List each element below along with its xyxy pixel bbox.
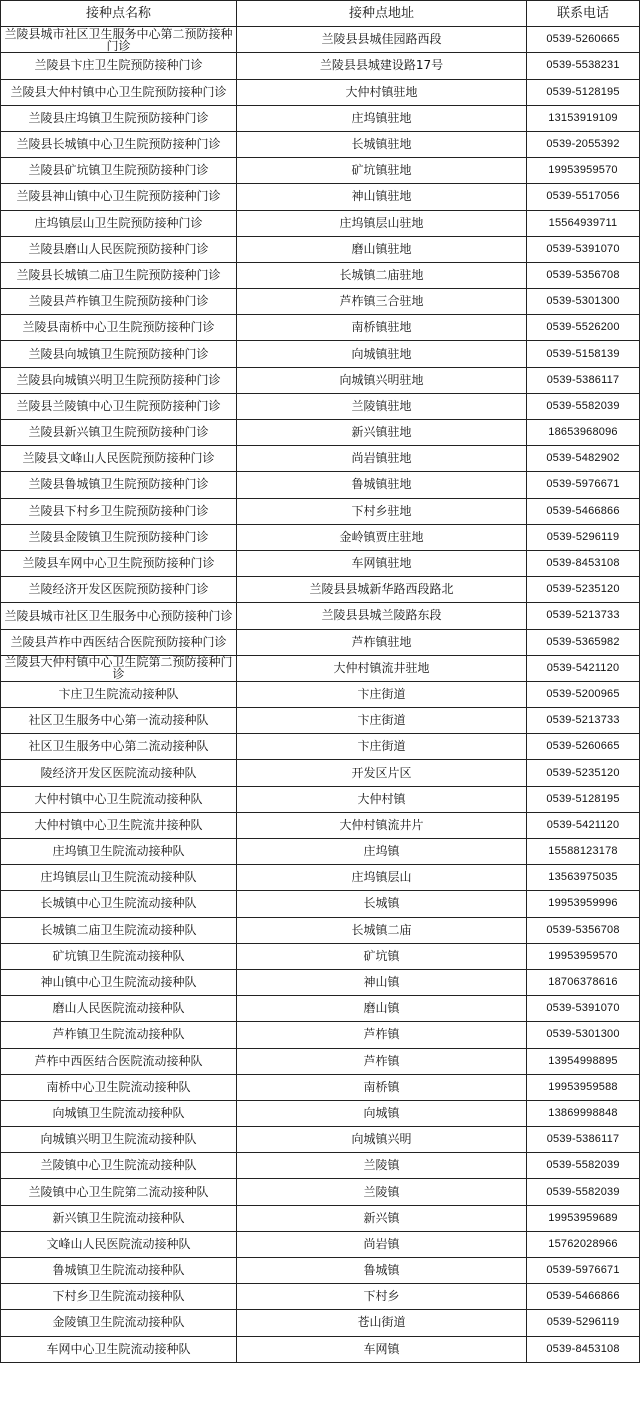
site-name-cell: 兰陵县长城镇二庙卫生院预防接种门诊 — [1, 262, 237, 288]
table-row — [1, 812, 640, 838]
contact-phone-cell: 0539-8453108 — [527, 550, 640, 576]
site-name-cell: 鲁城镇卫生院流动接种队 — [1, 1258, 237, 1284]
contact-phone-cell: 0539-5582039 — [527, 393, 640, 419]
table-row — [1, 158, 640, 184]
site-name-cell: 兰陵县车网中心卫生院预防接种门诊 — [1, 550, 237, 576]
site-name-cell: 神山镇中心卫生院流动接种队 — [1, 969, 237, 995]
site-address-cell: 兰陵镇 — [237, 1179, 527, 1205]
site-name-cell: 矿坑镇卫生院流动接种队 — [1, 943, 237, 969]
table-row — [1, 1048, 640, 1074]
table-row — [1, 734, 640, 760]
site-address-cell: 大仲村镇驻地 — [237, 79, 527, 105]
site-name-cell: 兰陵县城市社区卫生服务中心预防接种门诊 — [1, 603, 237, 629]
header-row — [1, 1, 640, 27]
table-row — [1, 105, 640, 131]
contact-phone-cell: 0539-5301300 — [527, 289, 640, 315]
contact-phone-cell: 0539-5200965 — [527, 681, 640, 707]
contact-phone-cell: 18653968096 — [527, 420, 640, 446]
site-address-cell: 尚岩镇驻地 — [237, 446, 527, 472]
contact-phone-cell: 0539-5526200 — [527, 315, 640, 341]
contact-phone-cell: 15762028966 — [527, 1231, 640, 1257]
site-address-cell: 磨山镇 — [237, 996, 527, 1022]
contact-phone-cell: 0539-5391070 — [527, 996, 640, 1022]
site-address-cell: 庄坞镇层山驻地 — [237, 210, 527, 236]
table-row — [1, 367, 640, 393]
table-row — [1, 1258, 640, 1284]
site-address-cell: 神山镇 — [237, 969, 527, 995]
contact-phone-cell: 0539-5582039 — [527, 1153, 640, 1179]
site-name-cell: 南桥中心卫生院流动接种队 — [1, 1074, 237, 1100]
site-name-cell: 兰陵县兰陵镇中心卫生院预防接种门诊 — [1, 393, 237, 419]
table-row — [1, 708, 640, 734]
site-address-cell: 庄坞镇层山 — [237, 865, 527, 891]
table-row — [1, 969, 640, 995]
table-row — [1, 420, 640, 446]
site-name-cell: 兰陵县向城镇兴明卫生院预防接种门诊 — [1, 367, 237, 393]
site-name-cell: 兰陵县庄坞镇卫生院预防接种门诊 — [1, 105, 237, 131]
site-address-cell: 兰陵县县城佳园路西段 — [237, 27, 527, 53]
site-address-cell: 兰陵县县城兰陵路东段 — [237, 603, 527, 629]
contact-phone-cell: 15564939711 — [527, 210, 640, 236]
contact-phone-cell: 0539-5260665 — [527, 27, 640, 53]
site-name-cell: 新兴镇卫生院流动接种队 — [1, 1205, 237, 1231]
site-address-cell: 兰陵镇 — [237, 1153, 527, 1179]
site-address-cell: 芦柞镇 — [237, 1022, 527, 1048]
table-row — [1, 1022, 640, 1048]
contact-phone-cell: 0539-5235120 — [527, 760, 640, 786]
site-address-cell: 新兴镇 — [237, 1205, 527, 1231]
table-row — [1, 1231, 640, 1257]
site-name-cell: 金陵镇卫生院流动接种队 — [1, 1310, 237, 1336]
table-row — [1, 629, 640, 655]
contact-phone-cell: 0539-5301300 — [527, 1022, 640, 1048]
contact-phone-cell: 0539-5296119 — [527, 524, 640, 550]
site-address-cell: 开发区片区 — [237, 760, 527, 786]
site-name-cell: 社区卫生服务中心第二流动接种队 — [1, 734, 237, 760]
site-address-cell: 矿坑镇 — [237, 943, 527, 969]
site-address-cell: 庄坞镇 — [237, 839, 527, 865]
site-name-cell: 大仲村镇中心卫生院流井接种队 — [1, 812, 237, 838]
site-address-cell: 大仲村镇流井驻地 — [237, 655, 527, 681]
contact-phone-cell: 0539-5356708 — [527, 917, 640, 943]
table-row — [1, 341, 640, 367]
site-address-cell: 长城镇二庙 — [237, 917, 527, 943]
table-row — [1, 786, 640, 812]
contact-phone-cell: 0539-5260665 — [527, 734, 640, 760]
contact-phone-cell: 0539-5356708 — [527, 262, 640, 288]
site-address-cell: 新兴镇驻地 — [237, 420, 527, 446]
site-address-cell: 向城镇兴明 — [237, 1127, 527, 1153]
contact-phone-cell: 0539-5128195 — [527, 786, 640, 812]
table-row — [1, 289, 640, 315]
table-row — [1, 603, 640, 629]
site-name-cell: 芦柞镇卫生院流动接种队 — [1, 1022, 237, 1048]
table-body — [1, 27, 640, 1363]
site-name-cell: 兰陵县文峰山人民医院预防接种门诊 — [1, 446, 237, 472]
site-address-cell: 兰陵县县城新华路西段路北 — [237, 577, 527, 603]
site-address-cell: 下村乡 — [237, 1284, 527, 1310]
contact-phone-cell: 0539-5466866 — [527, 498, 640, 524]
contact-phone-cell: 0539-5538231 — [527, 53, 640, 79]
site-address-cell: 芦柞镇驻地 — [237, 629, 527, 655]
table-row — [1, 1153, 640, 1179]
table-row — [1, 1310, 640, 1336]
site-name-cell: 兰陵县磨山人民医院预防接种门诊 — [1, 236, 237, 262]
contact-phone-cell: 0539-2055392 — [527, 131, 640, 157]
contact-phone-cell: 0539-5466866 — [527, 1284, 640, 1310]
site-name-cell: 长城镇二庙卫生院流动接种队 — [1, 917, 237, 943]
table-row — [1, 524, 640, 550]
table-row — [1, 1127, 640, 1153]
site-address-cell: 向城镇驻地 — [237, 341, 527, 367]
table-row — [1, 1205, 640, 1231]
contact-phone-cell: 0539-5213733 — [527, 603, 640, 629]
site-name-cell: 兰陵镇中心卫生院第二流动接种队 — [1, 1179, 237, 1205]
table-row — [1, 760, 640, 786]
header-site-name: 接种点名称 — [1, 1, 237, 27]
table-header — [1, 1, 640, 27]
site-name-cell: 兰陵县芦柞镇卫生院预防接种门诊 — [1, 289, 237, 315]
site-address-cell: 车网镇驻地 — [237, 550, 527, 576]
contact-phone-cell: 0539-5421120 — [527, 655, 640, 681]
site-address-cell: 兰陵县县城建设路17号 — [237, 53, 527, 79]
site-address-cell: 尚岩镇 — [237, 1231, 527, 1257]
contact-phone-cell: 0539-5158139 — [527, 341, 640, 367]
site-address-cell: 向城镇 — [237, 1100, 527, 1126]
site-name-cell: 兰陵县芦柞中西医结合医院预防接种门诊 — [1, 629, 237, 655]
contact-phone-cell: 0539-8453108 — [527, 1336, 640, 1362]
contact-phone-cell: 18706378616 — [527, 969, 640, 995]
site-name-cell: 兰陵县卞庄卫生院预防接种门诊 — [1, 53, 237, 79]
site-address-cell: 长城镇 — [237, 891, 527, 917]
site-address-cell: 磨山镇驻地 — [237, 236, 527, 262]
site-name-cell: 兰陵县南桥中心卫生院预防接种门诊 — [1, 315, 237, 341]
site-address-cell: 南桥镇驻地 — [237, 315, 527, 341]
contact-phone-cell: 0539-5976671 — [527, 472, 640, 498]
site-name-cell: 兰陵镇中心卫生院流动接种队 — [1, 1153, 237, 1179]
contact-phone-cell: 0539-5391070 — [527, 236, 640, 262]
site-name-cell: 向城镇卫生院流动接种队 — [1, 1100, 237, 1126]
site-address-cell: 卞庄街道 — [237, 734, 527, 760]
contact-phone-cell: 0539-5213733 — [527, 708, 640, 734]
site-address-cell: 卞庄街道 — [237, 708, 527, 734]
table-row — [1, 1336, 640, 1362]
table-row — [1, 839, 640, 865]
table-row — [1, 131, 640, 157]
contact-phone-cell: 0539-5976671 — [527, 1258, 640, 1284]
site-name-cell: 庄坞镇卫生院流动接种队 — [1, 839, 237, 865]
site-address-cell: 鲁城镇驻地 — [237, 472, 527, 498]
site-address-cell: 向城镇兴明驻地 — [237, 367, 527, 393]
table-row — [1, 1100, 640, 1126]
site-address-cell: 南桥镇 — [237, 1074, 527, 1100]
site-name-cell: 下村乡卫生院流动接种队 — [1, 1284, 237, 1310]
site-name-cell: 磨山人民医院流动接种队 — [1, 996, 237, 1022]
table-row — [1, 446, 640, 472]
site-address-cell: 鲁城镇 — [237, 1258, 527, 1284]
site-name-cell: 兰陵县神山镇中心卫生院预防接种门诊 — [1, 184, 237, 210]
table-row — [1, 891, 640, 917]
table-row — [1, 236, 640, 262]
table-row — [1, 79, 640, 105]
table-row — [1, 917, 640, 943]
table-row — [1, 1179, 640, 1205]
site-name-cell: 向城镇兴明卫生院流动接种队 — [1, 1127, 237, 1153]
site-name-cell: 兰陵县下村乡卫生院预防接种门诊 — [1, 498, 237, 524]
table-row — [1, 655, 640, 681]
site-address-cell: 长城镇二庙驻地 — [237, 262, 527, 288]
table-row — [1, 681, 640, 707]
table-row — [1, 184, 640, 210]
header-site-address: 接种点地址 — [237, 1, 527, 27]
contact-phone-cell: 0539-5128195 — [527, 79, 640, 105]
table-row — [1, 996, 640, 1022]
site-name-cell: 庄坞镇层山卫生院预防接种门诊 — [1, 210, 237, 236]
contact-phone-cell: 13563975035 — [527, 865, 640, 891]
contact-phone-cell: 19953959996 — [527, 891, 640, 917]
table-row — [1, 472, 640, 498]
site-name-cell: 长城镇中心卫生院流动接种队 — [1, 891, 237, 917]
site-address-cell: 下村乡驻地 — [237, 498, 527, 524]
contact-phone-cell: 0539-5386117 — [527, 367, 640, 393]
contact-phone-cell: 13869998848 — [527, 1100, 640, 1126]
site-name-cell: 芦柞中西医结合医院流动接种队 — [1, 1048, 237, 1074]
contact-phone-cell: 19953959570 — [527, 943, 640, 969]
table-row — [1, 577, 640, 603]
site-address-cell: 长城镇驻地 — [237, 131, 527, 157]
contact-phone-cell: 0539-5482902 — [527, 446, 640, 472]
contact-phone-cell: 0539-5235120 — [527, 577, 640, 603]
site-address-cell: 车网镇 — [237, 1336, 527, 1362]
table-row — [1, 1074, 640, 1100]
table-row — [1, 1284, 640, 1310]
site-name-cell: 卞庄卫生院流动接种队 — [1, 681, 237, 707]
contact-phone-cell: 13153919109 — [527, 105, 640, 131]
table-row — [1, 315, 640, 341]
site-address-cell: 芦柞镇三合驻地 — [237, 289, 527, 315]
site-address-cell: 兰陵镇驻地 — [237, 393, 527, 419]
contact-phone-cell: 0539-5365982 — [527, 629, 640, 655]
site-name-cell: 兰陵县长城镇中心卫生院预防接种门诊 — [1, 131, 237, 157]
table-row — [1, 262, 640, 288]
site-address-cell: 苍山街道 — [237, 1310, 527, 1336]
contact-phone-cell: 13954998895 — [527, 1048, 640, 1074]
site-name-cell: 庄坞镇层山卫生院流动接种队 — [1, 865, 237, 891]
table-row — [1, 943, 640, 969]
contact-phone-cell: 19953959689 — [527, 1205, 640, 1231]
table-row — [1, 27, 640, 53]
site-name-cell: 兰陵县大仲村镇中心卫生院预防接种门诊 — [1, 79, 237, 105]
site-name-cell: 文峰山人民医院流动接种队 — [1, 1231, 237, 1257]
site-name-cell: 大仲村镇中心卫生院流动接种队 — [1, 786, 237, 812]
contact-phone-cell: 0539-5582039 — [527, 1179, 640, 1205]
site-name-cell: 兰陵县向城镇卫生院预防接种门诊 — [1, 341, 237, 367]
site-address-cell: 神山镇驻地 — [237, 184, 527, 210]
site-name-cell: 兰陵县大仲村镇中心卫生院第二预防接种门诊 — [1, 655, 237, 681]
contact-phone-cell: 0539-5386117 — [527, 1127, 640, 1153]
site-name-cell: 兰陵县金陵镇卫生院预防接种门诊 — [1, 524, 237, 550]
contact-phone-cell: 0539-5421120 — [527, 812, 640, 838]
table-row — [1, 865, 640, 891]
table-row — [1, 550, 640, 576]
site-name-cell: 车网中心卫生院流动接种队 — [1, 1336, 237, 1362]
table-row — [1, 498, 640, 524]
contact-phone-cell: 19953959570 — [527, 158, 640, 184]
contact-phone-cell: 0539-5517056 — [527, 184, 640, 210]
site-address-cell: 卞庄街道 — [237, 681, 527, 707]
site-name-cell: 兰陵县新兴镇卫生院预防接种门诊 — [1, 420, 237, 446]
site-name-cell: 陵经济开发区医院流动接种队 — [1, 760, 237, 786]
header-contact-phone: 联系电话 — [527, 1, 640, 27]
table-row — [1, 53, 640, 79]
site-address-cell: 芦柞镇 — [237, 1048, 527, 1074]
site-name-cell: 兰陵县鲁城镇卫生院预防接种门诊 — [1, 472, 237, 498]
site-address-cell: 金岭镇贾庄驻地 — [237, 524, 527, 550]
contact-phone-cell: 19953959588 — [527, 1074, 640, 1100]
site-name-cell: 兰陵经济开发区医院预防接种门诊 — [1, 577, 237, 603]
site-name-cell: 社区卫生服务中心第一流动接种队 — [1, 708, 237, 734]
site-name-cell: 兰陵县城市社区卫生服务中心第二预防接种门诊 — [1, 27, 237, 53]
site-address-cell: 大仲村镇流井片 — [237, 812, 527, 838]
contact-phone-cell: 15588123178 — [527, 839, 640, 865]
table-row — [1, 210, 640, 236]
table-row — [1, 393, 640, 419]
site-address-cell: 矿坑镇驻地 — [237, 158, 527, 184]
contact-phone-cell: 0539-5296119 — [527, 1310, 640, 1336]
site-address-cell: 大仲村镇 — [237, 786, 527, 812]
site-address-cell: 庄坞镇驻地 — [237, 105, 527, 131]
site-name-cell: 兰陵县矿坑镇卫生院预防接种门诊 — [1, 158, 237, 184]
